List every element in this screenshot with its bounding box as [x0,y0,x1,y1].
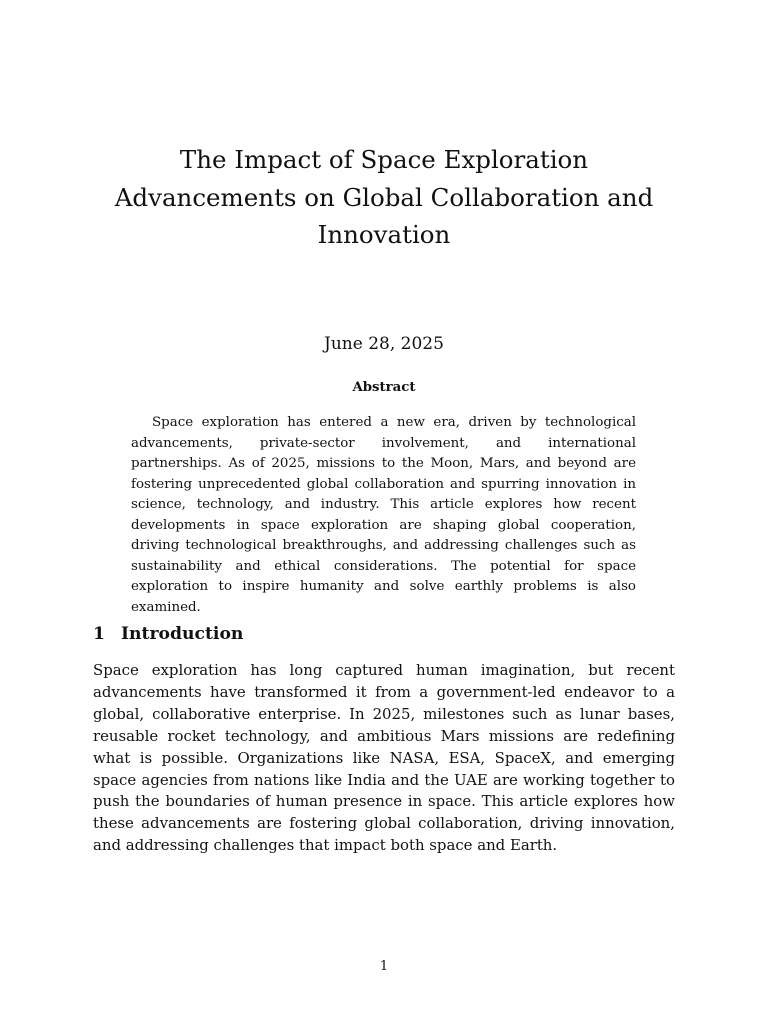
section-title: Introduction [121,624,244,644]
section-heading-introduction [93,621,243,647]
abstract-heading: Abstract [352,380,416,395]
abstract-text: Space exploration has entered a new era, driven by technological advancements, private-sector involvement, and international partnerships. As of 2025, missions to the Moon, Mars, and beyond are fostering unprecedented global collaboration and spurring innovation in science, technology, and industry. This article explores how recent developments in space exploration are shaping global cooperation, driving technological breakthroughs, and addressing challenges such as sustainability and ethical considerations. The potential for space exploration to inspire humanity and solve earthly problems is also examined. [131,415,636,615]
introduction-text: Space exploration has long captured human imagination, but recent advancements have transformed it from a government-led endeavor to a global, collaborative enterprise. In 2025, milestones such as lunar bases, reusable rocket technology, and ambitious Mars missions are redefining what is possible. Organizations like NASA, ESA, SpaceX, and emerging space agencies from nations like India and the UAE are working together to push the boundaries of human presence in space. This article explores how these advancements are fostering global collaboration, driving innovation, and addressing challenges that impact both space and Earth. [93,661,675,855]
paper-date: June 28, 2025 [324,334,444,354]
paper-title: The Impact of Space Exploration Advancements on Global Collaboration and Innovation [114,145,654,249]
section-number: 1 [93,624,105,644]
page-number: 1 [379,959,389,974]
